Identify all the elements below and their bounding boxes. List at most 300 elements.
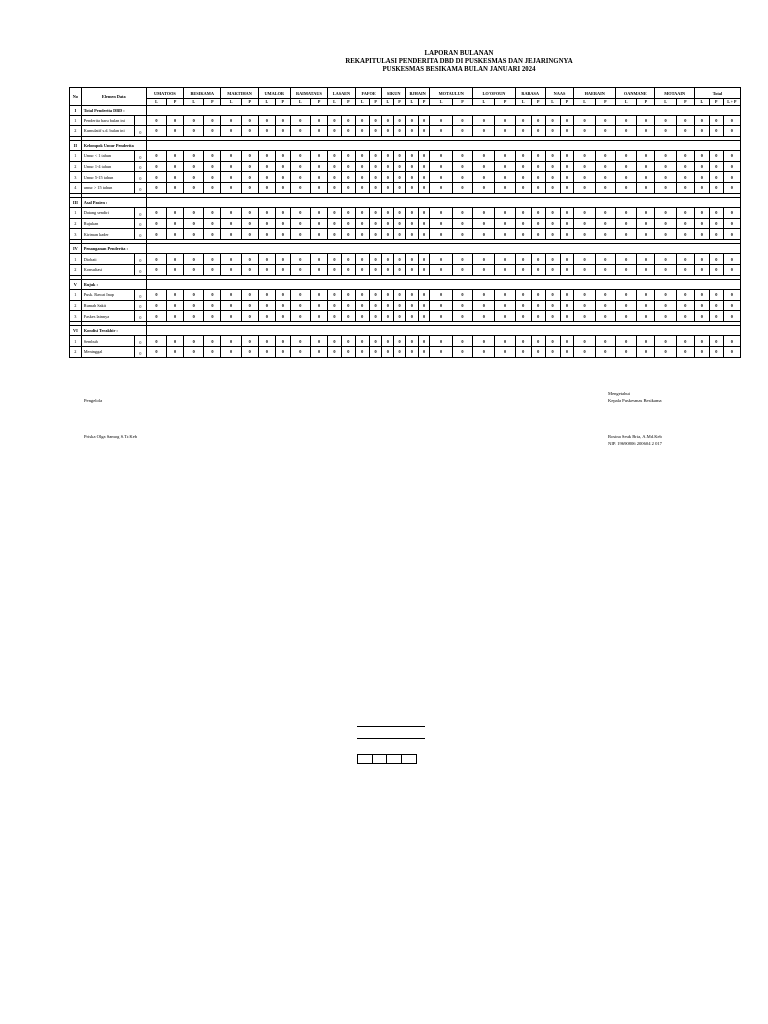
value-cell: 0 — [341, 151, 355, 162]
value-cell: 0 — [574, 161, 595, 172]
value-cell: 0 — [382, 290, 394, 301]
value-cell: 0 — [341, 126, 355, 137]
value-cell: 0 — [341, 208, 355, 219]
value-cell: 0 — [405, 336, 418, 347]
value-cell: 0 — [531, 254, 545, 265]
value-cell: 0 — [676, 336, 694, 347]
row-zero: 0 — [135, 311, 147, 322]
value-cell: 0 — [723, 172, 740, 183]
value-cell: 0 — [275, 172, 290, 183]
header-village: OANMANE — [616, 88, 655, 99]
value-cell: 0 — [595, 182, 615, 193]
value-cell: 0 — [452, 218, 472, 229]
value-cell: 0 — [676, 182, 694, 193]
stamp-boxes — [357, 754, 417, 764]
value-cell: 0 — [328, 229, 342, 240]
value-cell: 0 — [328, 182, 342, 193]
row-zero: 0 — [135, 172, 147, 183]
value-cell: 0 — [382, 151, 394, 162]
value-cell: 0 — [515, 290, 531, 301]
value-cell: 0 — [595, 126, 615, 137]
value-cell: 0 — [676, 172, 694, 183]
value-cell: 0 — [275, 290, 290, 301]
value-cell: 0 — [452, 172, 472, 183]
value-cell: 0 — [290, 208, 310, 219]
value-cell: 0 — [394, 300, 406, 311]
value-cell: 0 — [328, 161, 342, 172]
value-cell: 0 — [146, 264, 166, 275]
value-cell: 0 — [452, 254, 472, 265]
value-cell: 0 — [655, 218, 676, 229]
row-number: 1 — [70, 336, 82, 347]
value-cell: 0 — [723, 161, 740, 172]
value-cell: 0 — [655, 300, 676, 311]
value-cell: 0 — [241, 290, 258, 301]
value-cell: 0 — [616, 182, 637, 193]
value-cell: 0 — [723, 208, 740, 219]
signature-left-name: Priska Olga Samog S.Tr.Keb — [84, 434, 138, 439]
value-cell: 0 — [473, 346, 495, 357]
value-cell: 0 — [418, 151, 430, 162]
subheader-l: L — [616, 99, 637, 106]
value-cell: 0 — [574, 336, 595, 347]
value-cell: 0 — [355, 161, 369, 172]
row-zero: 0 — [135, 346, 147, 357]
row-zero: 0 — [135, 151, 147, 162]
value-cell: 0 — [694, 218, 709, 229]
subheader-l: L — [258, 99, 275, 106]
value-cell: 0 — [290, 254, 310, 265]
value-cell: 0 — [290, 264, 310, 275]
value-cell: 0 — [495, 208, 515, 219]
value-cell: 0 — [418, 218, 430, 229]
value-cell: 0 — [694, 311, 709, 322]
row-label: umur > 15 tahun — [81, 182, 134, 193]
value-cell: 0 — [394, 161, 406, 172]
value-cell: 0 — [473, 172, 495, 183]
value-cell: 0 — [655, 126, 676, 137]
signature-right-nip: NIP. 19690806 200604 2 017 — [608, 441, 662, 446]
row-label: Umur < 1 tahun — [81, 151, 134, 162]
value-cell: 0 — [405, 290, 418, 301]
value-cell: 0 — [146, 290, 166, 301]
table-row — [70, 311, 741, 322]
value-cell: 0 — [452, 115, 472, 126]
value-cell: 0 — [473, 115, 495, 126]
row-zero: 0 — [135, 254, 147, 265]
value-cell: 0 — [355, 336, 369, 347]
value-cell: 0 — [595, 264, 615, 275]
value-cell: 0 — [146, 182, 166, 193]
row-label: Datang sendiri — [81, 208, 134, 219]
value-cell: 0 — [616, 218, 637, 229]
subheader-l: L — [221, 99, 241, 106]
value-cell: 0 — [694, 115, 709, 126]
value-cell: 0 — [531, 311, 545, 322]
row-number: 1 — [70, 208, 82, 219]
value-cell: 0 — [382, 172, 394, 183]
value-cell: 0 — [616, 336, 637, 347]
value-cell: 0 — [167, 311, 184, 322]
value-cell: 0 — [452, 208, 472, 219]
value-cell: 0 — [723, 290, 740, 301]
value-cell: 0 — [495, 264, 515, 275]
value-cell: 0 — [473, 126, 495, 137]
value-cell: 0 — [694, 151, 709, 162]
row-label: Konsultasi — [81, 264, 134, 275]
value-cell: 0 — [545, 254, 560, 265]
header-no: No — [70, 88, 82, 106]
value-cell: 0 — [184, 264, 204, 275]
value-cell: 0 — [258, 300, 275, 311]
value-cell: 0 — [515, 182, 531, 193]
header-village: UMALOR — [258, 88, 290, 99]
value-cell: 0 — [184, 161, 204, 172]
value-cell: 0 — [355, 300, 369, 311]
value-cell: 0 — [275, 151, 290, 162]
header-village: BESIKAMA — [184, 88, 221, 99]
value-cell: 0 — [221, 346, 241, 357]
value-cell: 0 — [616, 264, 637, 275]
section-row — [70, 326, 741, 336]
value-cell: 0 — [709, 264, 723, 275]
value-cell: 0 — [258, 151, 275, 162]
subheader-p: P — [204, 99, 221, 106]
value-cell: 0 — [311, 172, 328, 183]
value-cell: 0 — [355, 290, 369, 301]
value-cell: 0 — [341, 290, 355, 301]
value-cell: 0 — [146, 161, 166, 172]
value-cell: 0 — [167, 182, 184, 193]
subheader-l: L — [355, 99, 369, 106]
value-cell: 0 — [560, 208, 574, 219]
value-cell: 0 — [723, 151, 740, 162]
value-cell: 0 — [394, 218, 406, 229]
row-number: 3 — [70, 311, 82, 322]
value-cell: 0 — [430, 161, 452, 172]
value-cell: 0 — [495, 229, 515, 240]
subheader-l: L — [430, 99, 452, 106]
value-cell: 0 — [515, 229, 531, 240]
value-cell: 0 — [184, 290, 204, 301]
value-cell: 0 — [382, 229, 394, 240]
value-cell: 0 — [382, 115, 394, 126]
subheader-l: L — [405, 99, 418, 106]
row-zero — [135, 115, 147, 126]
value-cell: 0 — [560, 161, 574, 172]
subheader-l: L — [545, 99, 560, 106]
value-cell: 0 — [723, 182, 740, 193]
value-cell: 0 — [473, 218, 495, 229]
value-cell: 0 — [452, 346, 472, 357]
value-cell: 0 — [595, 151, 615, 162]
value-cell: 0 — [694, 336, 709, 347]
row-zero: 0 — [135, 208, 147, 219]
value-cell: 0 — [258, 182, 275, 193]
value-cell: 0 — [394, 229, 406, 240]
value-cell: 0 — [515, 161, 531, 172]
section-fill — [146, 326, 740, 336]
value-cell: 0 — [382, 254, 394, 265]
value-cell: 0 — [560, 264, 574, 275]
signature-right-line1: Mengetahui — [608, 391, 630, 396]
value-cell: 0 — [275, 336, 290, 347]
value-cell: 0 — [355, 254, 369, 265]
section-number: VI — [70, 326, 82, 336]
value-cell: 0 — [394, 172, 406, 183]
title-line-3: PUSKESMAS BESIKAMA BULAN JANUARI 2024 — [382, 66, 536, 73]
value-cell: 0 — [709, 172, 723, 183]
value-cell: 0 — [545, 229, 560, 240]
subheader-p: P — [418, 99, 430, 106]
value-cell: 0 — [328, 115, 342, 126]
value-cell: 0 — [290, 182, 310, 193]
value-cell: 0 — [616, 300, 637, 311]
value-cell: 0 — [167, 115, 184, 126]
row-number: 2 — [70, 161, 82, 172]
value-cell: 0 — [545, 172, 560, 183]
value-cell: 0 — [418, 264, 430, 275]
value-cell: 0 — [709, 126, 723, 137]
value-cell: 0 — [204, 346, 221, 357]
section-number: III — [70, 198, 82, 208]
header-village: RAIMATAUS — [290, 88, 327, 99]
value-cell: 0 — [146, 346, 166, 357]
section-number: I — [70, 105, 82, 115]
signature-right-name: Rosina Seuk Bria, A.Md.Keb — [608, 434, 662, 439]
row-label: Rumah Sakit — [81, 300, 134, 311]
value-cell: 0 — [709, 346, 723, 357]
value-cell: 0 — [405, 229, 418, 240]
value-cell: 0 — [258, 229, 275, 240]
value-cell: 0 — [595, 218, 615, 229]
row-zero: 0 — [135, 264, 147, 275]
value-cell: 0 — [655, 336, 676, 347]
value-cell: 0 — [473, 161, 495, 172]
value-cell: 0 — [311, 151, 328, 162]
value-cell: 0 — [495, 161, 515, 172]
signature-right-line2: Kepala Puskesmas Besikama — [608, 398, 662, 403]
section-fill — [146, 244, 740, 254]
title-line-2: REKAPITULASI PENDERITA DBD DI PUSKESMAS DAN JEJARINGNYA — [345, 58, 573, 65]
value-cell: 0 — [311, 182, 328, 193]
value-cell: 0 — [676, 264, 694, 275]
value-cell: 0 — [452, 126, 472, 137]
value-cell: 0 — [637, 151, 655, 162]
subheader-p: P — [709, 99, 723, 106]
value-cell: 0 — [723, 115, 740, 126]
value-cell: 0 — [560, 229, 574, 240]
value-cell: 0 — [637, 336, 655, 347]
value-cell: 0 — [290, 115, 310, 126]
table-row — [70, 264, 741, 275]
table-row — [70, 151, 741, 162]
value-cell: 0 — [328, 218, 342, 229]
value-cell: 0 — [290, 290, 310, 301]
value-cell: 0 — [452, 151, 472, 162]
value-cell: 0 — [382, 218, 394, 229]
value-cell: 0 — [355, 218, 369, 229]
value-cell: 0 — [355, 126, 369, 137]
row-label: Umur 1-4 tahun — [81, 161, 134, 172]
value-cell: 0 — [204, 311, 221, 322]
value-cell: 0 — [382, 182, 394, 193]
value-cell: 0 — [258, 336, 275, 347]
subheader-p: P — [394, 99, 406, 106]
value-cell: 0 — [676, 151, 694, 162]
value-cell: 0 — [495, 254, 515, 265]
value-cell: 0 — [430, 208, 452, 219]
value-cell: 0 — [241, 172, 258, 183]
value-cell: 0 — [709, 115, 723, 126]
value-cell: 0 — [258, 126, 275, 137]
value-cell: 0 — [221, 290, 241, 301]
value-cell: 0 — [221, 300, 241, 311]
value-cell: 0 — [560, 115, 574, 126]
value-cell: 0 — [167, 208, 184, 219]
value-cell: 0 — [290, 311, 310, 322]
value-cell: 0 — [595, 336, 615, 347]
value-cell: 0 — [204, 182, 221, 193]
subheader-l: L — [694, 99, 709, 106]
value-cell: 0 — [328, 346, 342, 357]
value-cell: 0 — [418, 208, 430, 219]
value-cell: 0 — [637, 218, 655, 229]
value-cell: 0 — [495, 336, 515, 347]
value-cell: 0 — [616, 161, 637, 172]
row-label: Sembuh — [81, 336, 134, 347]
value-cell: 0 — [515, 264, 531, 275]
value-cell: 0 — [184, 311, 204, 322]
recap-table — [69, 87, 741, 358]
value-cell: 0 — [595, 172, 615, 183]
value-cell: 0 — [430, 346, 452, 357]
value-cell: 0 — [394, 311, 406, 322]
subheader-p: P — [560, 99, 574, 106]
row-zero: 0 — [135, 290, 147, 301]
value-cell: 0 — [394, 264, 406, 275]
value-cell: 0 — [258, 218, 275, 229]
value-cell: 0 — [531, 208, 545, 219]
value-cell: 0 — [418, 254, 430, 265]
value-cell: 0 — [560, 218, 574, 229]
value-cell: 0 — [676, 229, 694, 240]
value-cell: 0 — [204, 229, 221, 240]
stamp-box — [401, 754, 417, 764]
value-cell: 0 — [341, 264, 355, 275]
value-cell: 0 — [595, 115, 615, 126]
value-cell: 0 — [616, 290, 637, 301]
value-cell: 0 — [676, 311, 694, 322]
value-cell: 0 — [184, 254, 204, 265]
value-cell: 0 — [355, 172, 369, 183]
value-cell: 0 — [382, 346, 394, 357]
row-label: Kumulatif s.d. bulan ini — [81, 126, 134, 137]
row-label: Faskes lainnya — [81, 311, 134, 322]
value-cell: 0 — [495, 126, 515, 137]
table-row — [70, 229, 741, 240]
value-cell: 0 — [328, 126, 342, 137]
value-cell: 0 — [560, 182, 574, 193]
value-cell: 0 — [369, 311, 382, 322]
value-cell: 0 — [676, 290, 694, 301]
value-cell: 0 — [167, 151, 184, 162]
value-cell: 0 — [531, 290, 545, 301]
row-zero: 0 — [135, 300, 147, 311]
header-village: FAFOE — [355, 88, 382, 99]
value-cell: 0 — [369, 182, 382, 193]
value-cell: 0 — [560, 311, 574, 322]
value-cell: 0 — [452, 336, 472, 347]
value-cell: 0 — [418, 182, 430, 193]
value-cell: 0 — [452, 290, 472, 301]
value-cell: 0 — [405, 126, 418, 137]
value-cell: 0 — [146, 218, 166, 229]
value-cell: 0 — [369, 172, 382, 183]
stamp-box — [372, 754, 388, 764]
value-cell: 0 — [655, 151, 676, 162]
value-cell: 0 — [275, 208, 290, 219]
stamp-box — [386, 754, 402, 764]
value-cell: 0 — [418, 290, 430, 301]
value-cell: 0 — [430, 115, 452, 126]
value-cell: 0 — [452, 300, 472, 311]
value-cell: 0 — [355, 115, 369, 126]
value-cell: 0 — [290, 172, 310, 183]
value-cell: 0 — [709, 254, 723, 265]
value-cell: 0 — [531, 346, 545, 357]
subheader-p: P — [676, 99, 694, 106]
value-cell: 0 — [473, 182, 495, 193]
value-cell: 0 — [655, 172, 676, 183]
value-cell: 0 — [515, 346, 531, 357]
header-village: MOTAAIN — [655, 88, 694, 99]
value-cell: 0 — [637, 172, 655, 183]
value-cell: 0 — [560, 254, 574, 265]
value-cell: 0 — [258, 161, 275, 172]
value-cell: 0 — [204, 151, 221, 162]
value-cell: 0 — [275, 254, 290, 265]
section-title: Rujuk : — [81, 280, 146, 290]
row-zero: 0 — [135, 218, 147, 229]
value-cell: 0 — [560, 172, 574, 183]
value-cell: 0 — [616, 229, 637, 240]
value-cell: 0 — [221, 151, 241, 162]
subheader-p: P — [167, 99, 184, 106]
row-number: 2 — [70, 126, 82, 137]
subheader-p: P — [452, 99, 472, 106]
value-cell: 0 — [595, 300, 615, 311]
value-cell: 0 — [204, 254, 221, 265]
value-cell: 0 — [495, 151, 515, 162]
section-title: Total Penderita DBD : — [81, 105, 146, 115]
value-cell: 0 — [328, 208, 342, 219]
value-cell: 0 — [574, 290, 595, 301]
value-cell: 0 — [275, 161, 290, 172]
value-cell: 0 — [418, 311, 430, 322]
row-number: 1 — [70, 254, 82, 265]
value-cell: 0 — [723, 218, 740, 229]
value-cell: 0 — [616, 172, 637, 183]
value-cell: 0 — [275, 218, 290, 229]
section-title: Kondisi Terakhir : — [81, 326, 146, 336]
value-cell: 0 — [369, 264, 382, 275]
header-row — [70, 88, 741, 99]
value-cell: 0 — [515, 300, 531, 311]
value-cell: 0 — [221, 336, 241, 347]
value-cell: 0 — [221, 161, 241, 172]
value-cell: 0 — [341, 172, 355, 183]
